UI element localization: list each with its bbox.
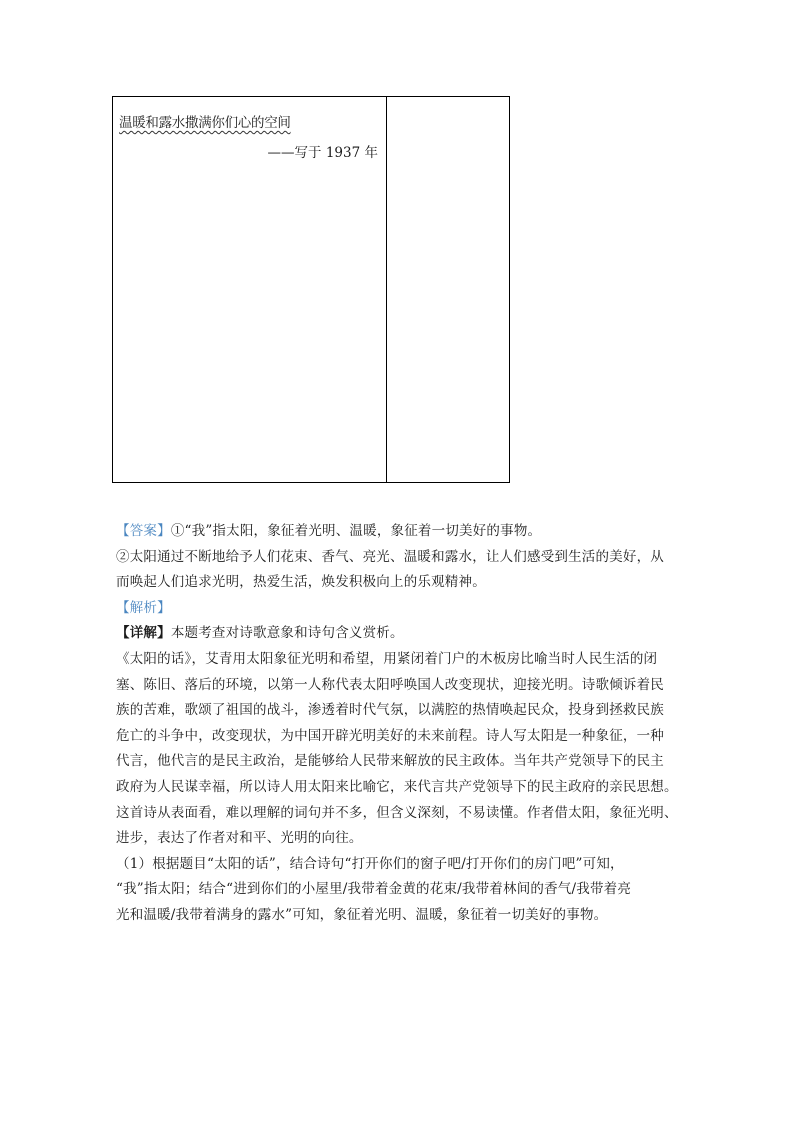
poem-cell (113, 97, 387, 482)
analysis-line: 进步，表达了作者对和平、光明的向往。 (116, 830, 363, 847)
analysis-line: 这首诗从表面看，难以理解的词句并不多，但含义深刻，不易读懂。作者借太阳，象征光明、 (116, 804, 678, 821)
poem-table (112, 96, 510, 483)
analysis-line: 光和温暖/我带着满身的露水”可知，象征着光明、温暖，象征着一切美好的事物。 (116, 906, 608, 923)
answer-line-1 (116, 519, 678, 545)
analysis-label: 【解析】 (116, 599, 171, 616)
answer-analysis-section (116, 519, 678, 929)
analysis-line: 族的苦难，歌颂了祖国的战斗，渗透着时代气氛，以满腔的热情唤起民众，投身到拯救民族 (116, 702, 664, 719)
analysis-line: 《太阳的话》，艾青用太阳象征光明和希望，用紧闭着门户的木板房比喻当时人民生活的闭 (116, 650, 658, 667)
poem-line: 温暖和露水撒满你们心的空间 (119, 115, 291, 131)
detail-line (116, 621, 678, 647)
detail-label: 【详解】 (116, 625, 171, 642)
empty-cell (387, 97, 509, 482)
analysis-line: 代言，他代言的是民主政治，是能够给人民带来解放的民主政体。当年共产党领导下的民主 (116, 753, 664, 770)
analysis-line: 危亡的斗争中，改变现状，为中国开辟光明美好的未来前程。诗人写太阳是一种象征，一种 (116, 727, 664, 744)
answer-line-2: ②太阳通过不断地给予人们花束、香气、亮光、温暖和露水，让人们感受到生活的美好，从 (116, 548, 664, 565)
analysis-line: “我”指太阳；结合“进到你们的小屋里/我带着金黄的花束/我带着林间的香气/我带着亮 (116, 881, 632, 898)
analysis-line: （1）根据题目“太阳的话”，结合诗句“打开你们的窗子吧/打开你们的房门吧”可知， (116, 855, 624, 872)
answer-text: ①“我”指太阳，象征着光明、温暖，象征着一切美好的事物。 (170, 523, 542, 539)
answer-label: 【答案】 (116, 523, 171, 539)
analysis-line: 塞、陈旧、落后的环境，以第一人称代表太阳呼唤国人改变现状，迎接光明。诗歌倾诉着民 (116, 676, 664, 693)
answer-line-3: 而唤起人们追求光明，热爱生活，焕发积极向上的乐观精神。 (116, 574, 486, 591)
detail-text: 本题考查对诗歌意象和诗句含义赏析。 (170, 625, 404, 642)
poem-date: ——写于 1937 年 (267, 145, 378, 161)
analysis-line: 政府为人民谋幸福，所以诗人用太阳来比喻它，来代言共产党领导下的民主政府的亲民思想。 (116, 778, 678, 795)
